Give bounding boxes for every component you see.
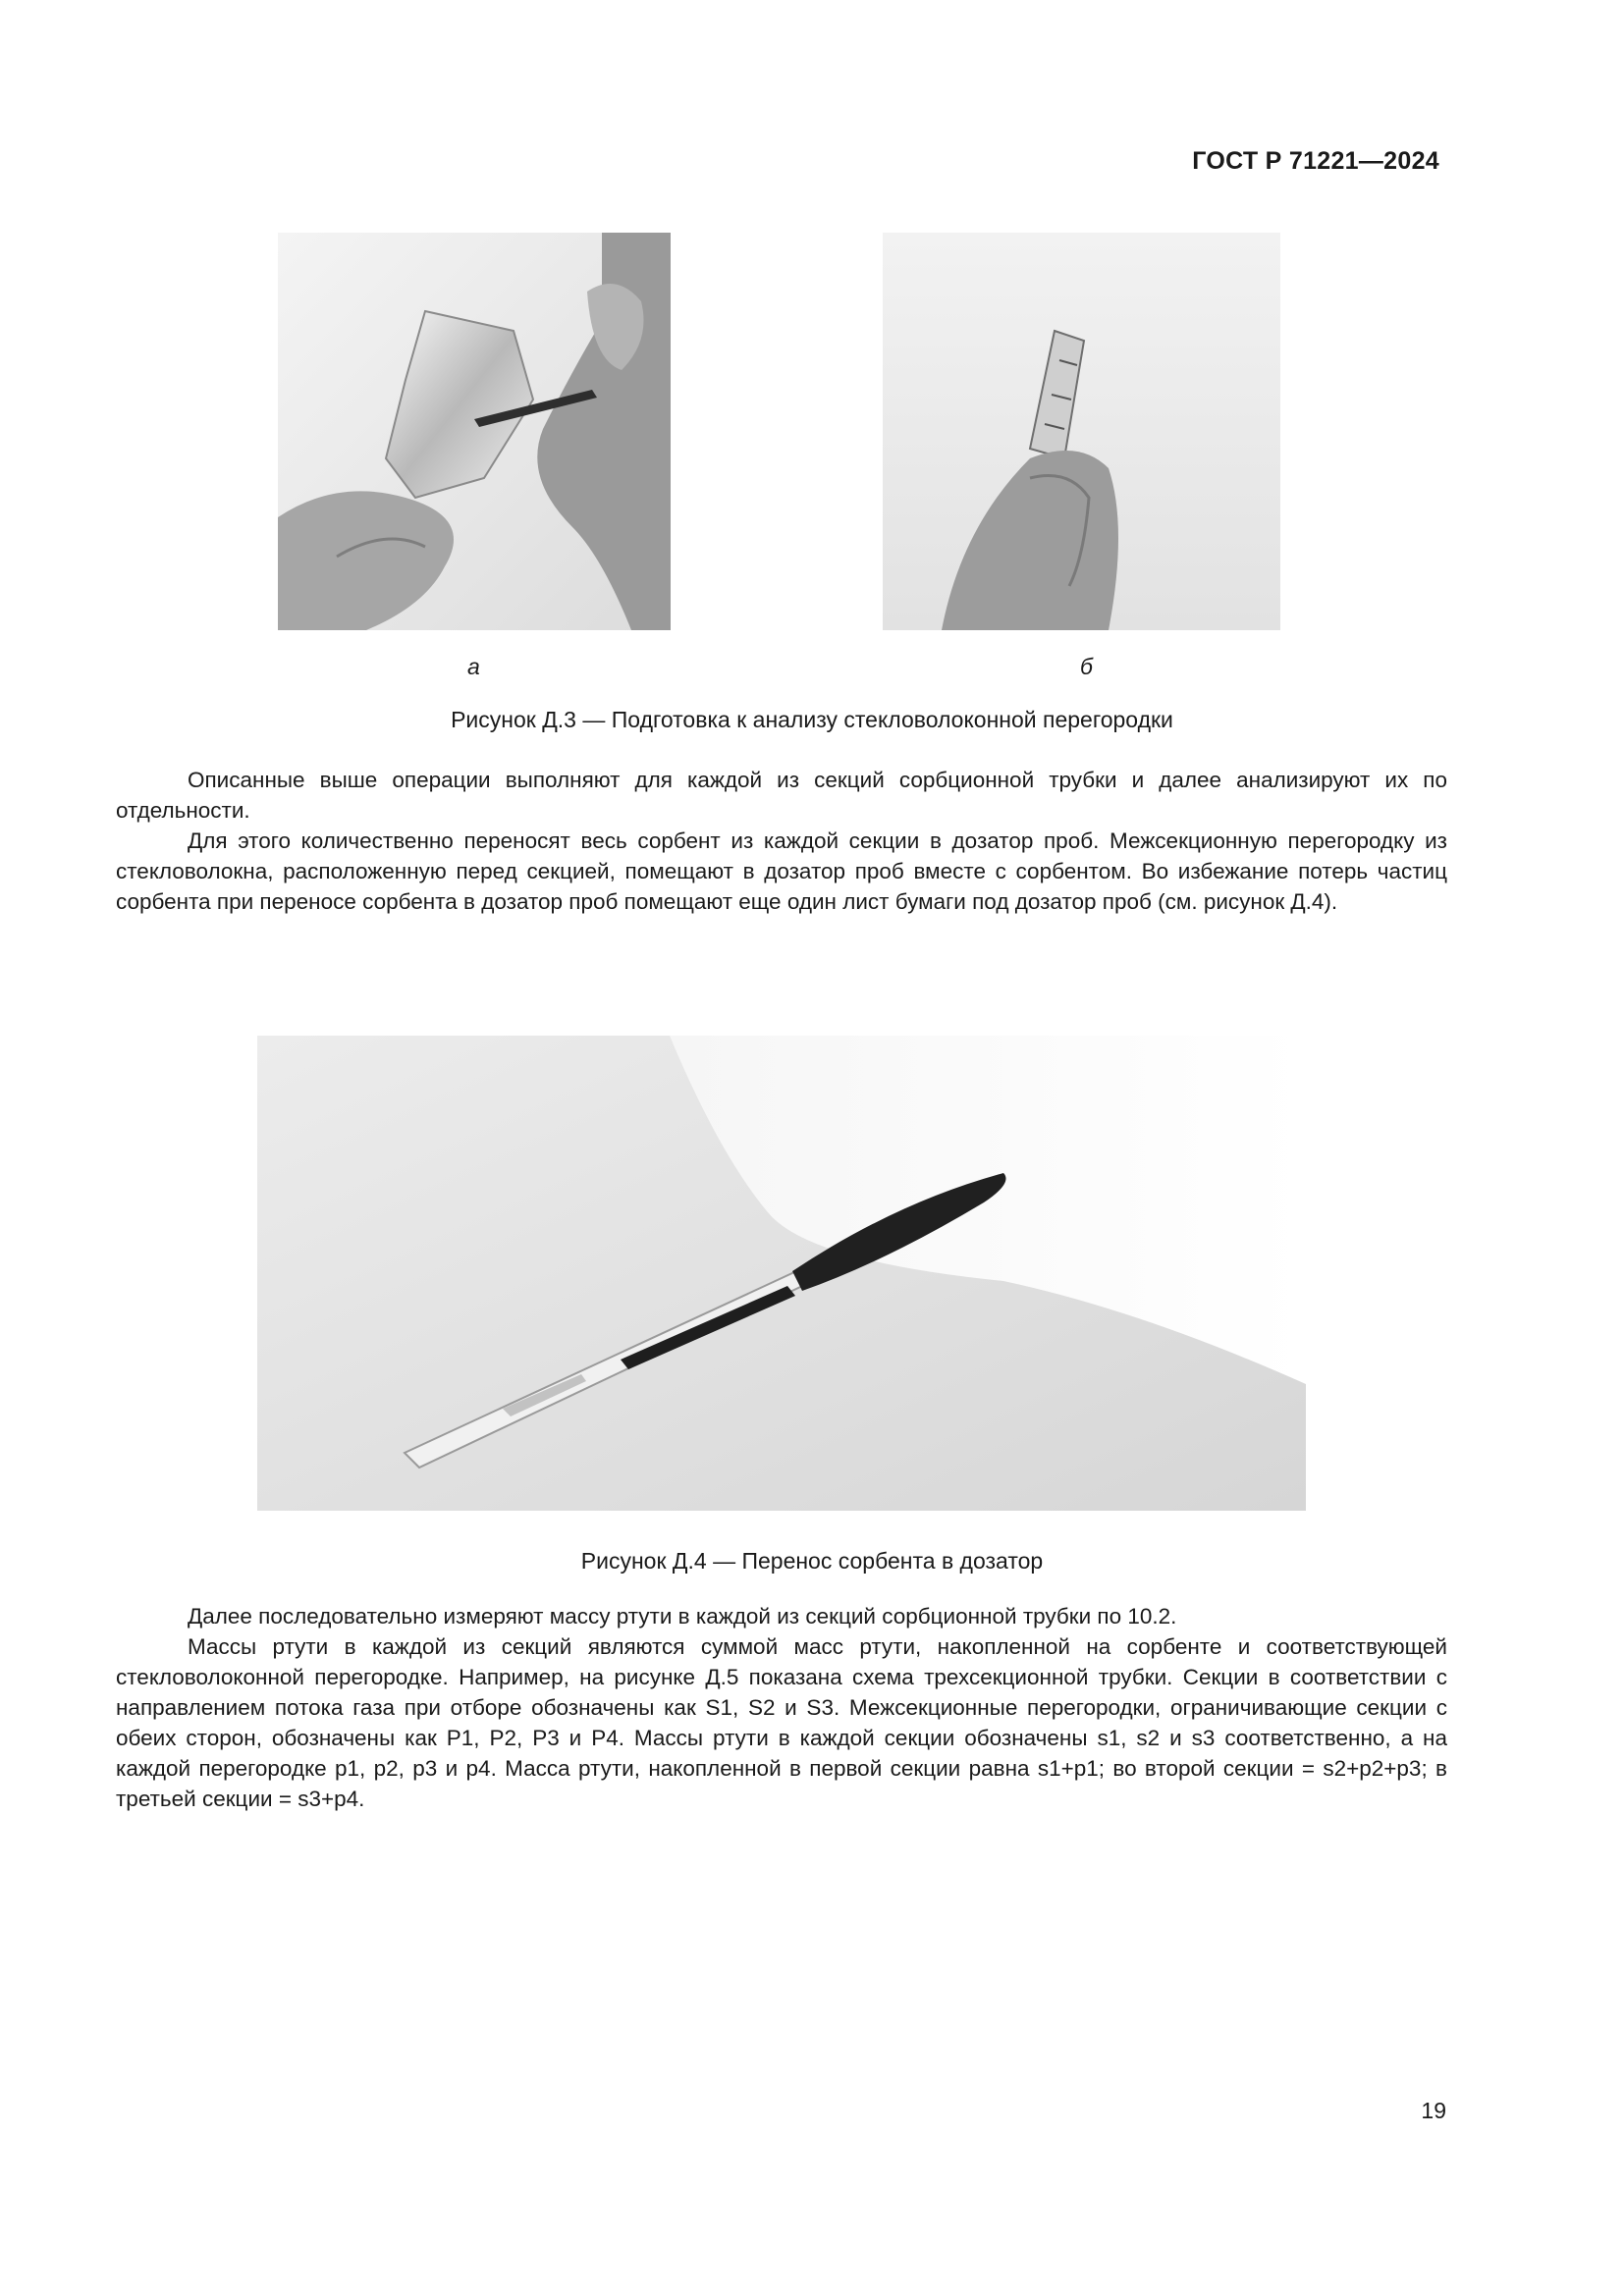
paragraph: Массы ртути в каждой из секций являются суммой масс ртути, накопленной на сорбенте и соответствующей стекловолоконной перегородке. Например, на рисунке Д.5 показана схема трехсекционной трубки. Секции в соответствии с направлением потока газа при отборе обозначены как S1, S2 и S3. Межсекционные перегородки, ограничивающие секции с обеих сторон, обозначены как P1, P2, P3 и P4. Массы ртути в каждой секции обозначены s1, s2 и s3 соответственно, а на каждой перегородке p1, p2, p3 и p4. Масса ртути, накопленной в первой секции равна s1+p1; во второй секции = s2+p2+p3; в третьей секции = s3+p4. bbox=[116, 1634, 1447, 1811]
paragraph: Далее последовательно измеряют массу ртути в каждой из секций сорбционной трубки по 10.2. bbox=[188, 1604, 1177, 1629]
photo-sorbent-transfer bbox=[257, 1036, 1306, 1511]
standard-number: ГОСТ Р 71221—2024 bbox=[1192, 147, 1439, 175]
text-block-2 bbox=[116, 1601, 1447, 1814]
page-number: 19 bbox=[1421, 2098, 1446, 2123]
paragraph: Описанные выше операции выполняют для каждой из секций сорбционной трубки и далее анализируют их по отдельности. bbox=[116, 768, 1447, 823]
figure-d3-caption: Рисунок Д.3 — Подготовка к анализу стекловолоконной перегородки bbox=[451, 707, 1173, 732]
paragraph: Для этого количественно переносят весь сорбент из каждой секции в дозатор проб. Межсекционную перегородку из стекловолокна, расположенную перед секцией, помещают в дозатор проб вместе с сорбентом. Во избежание потерь частиц сорбента при переносе сорбента в дозатор проб помещают еще один лист бумаги под дозатор проб (см. рисунок Д.4). bbox=[116, 828, 1447, 914]
panel-b-label: б bbox=[1080, 654, 1093, 679]
photo-foil-tweezers bbox=[278, 233, 671, 630]
text-block-1 bbox=[116, 765, 1447, 917]
photo-rolled-foil bbox=[883, 233, 1280, 630]
panel-a-label: а bbox=[467, 654, 480, 679]
figure-d4-caption: Рисунок Д.4 — Перенос сорбента в дозатор bbox=[580, 1548, 1044, 1574]
